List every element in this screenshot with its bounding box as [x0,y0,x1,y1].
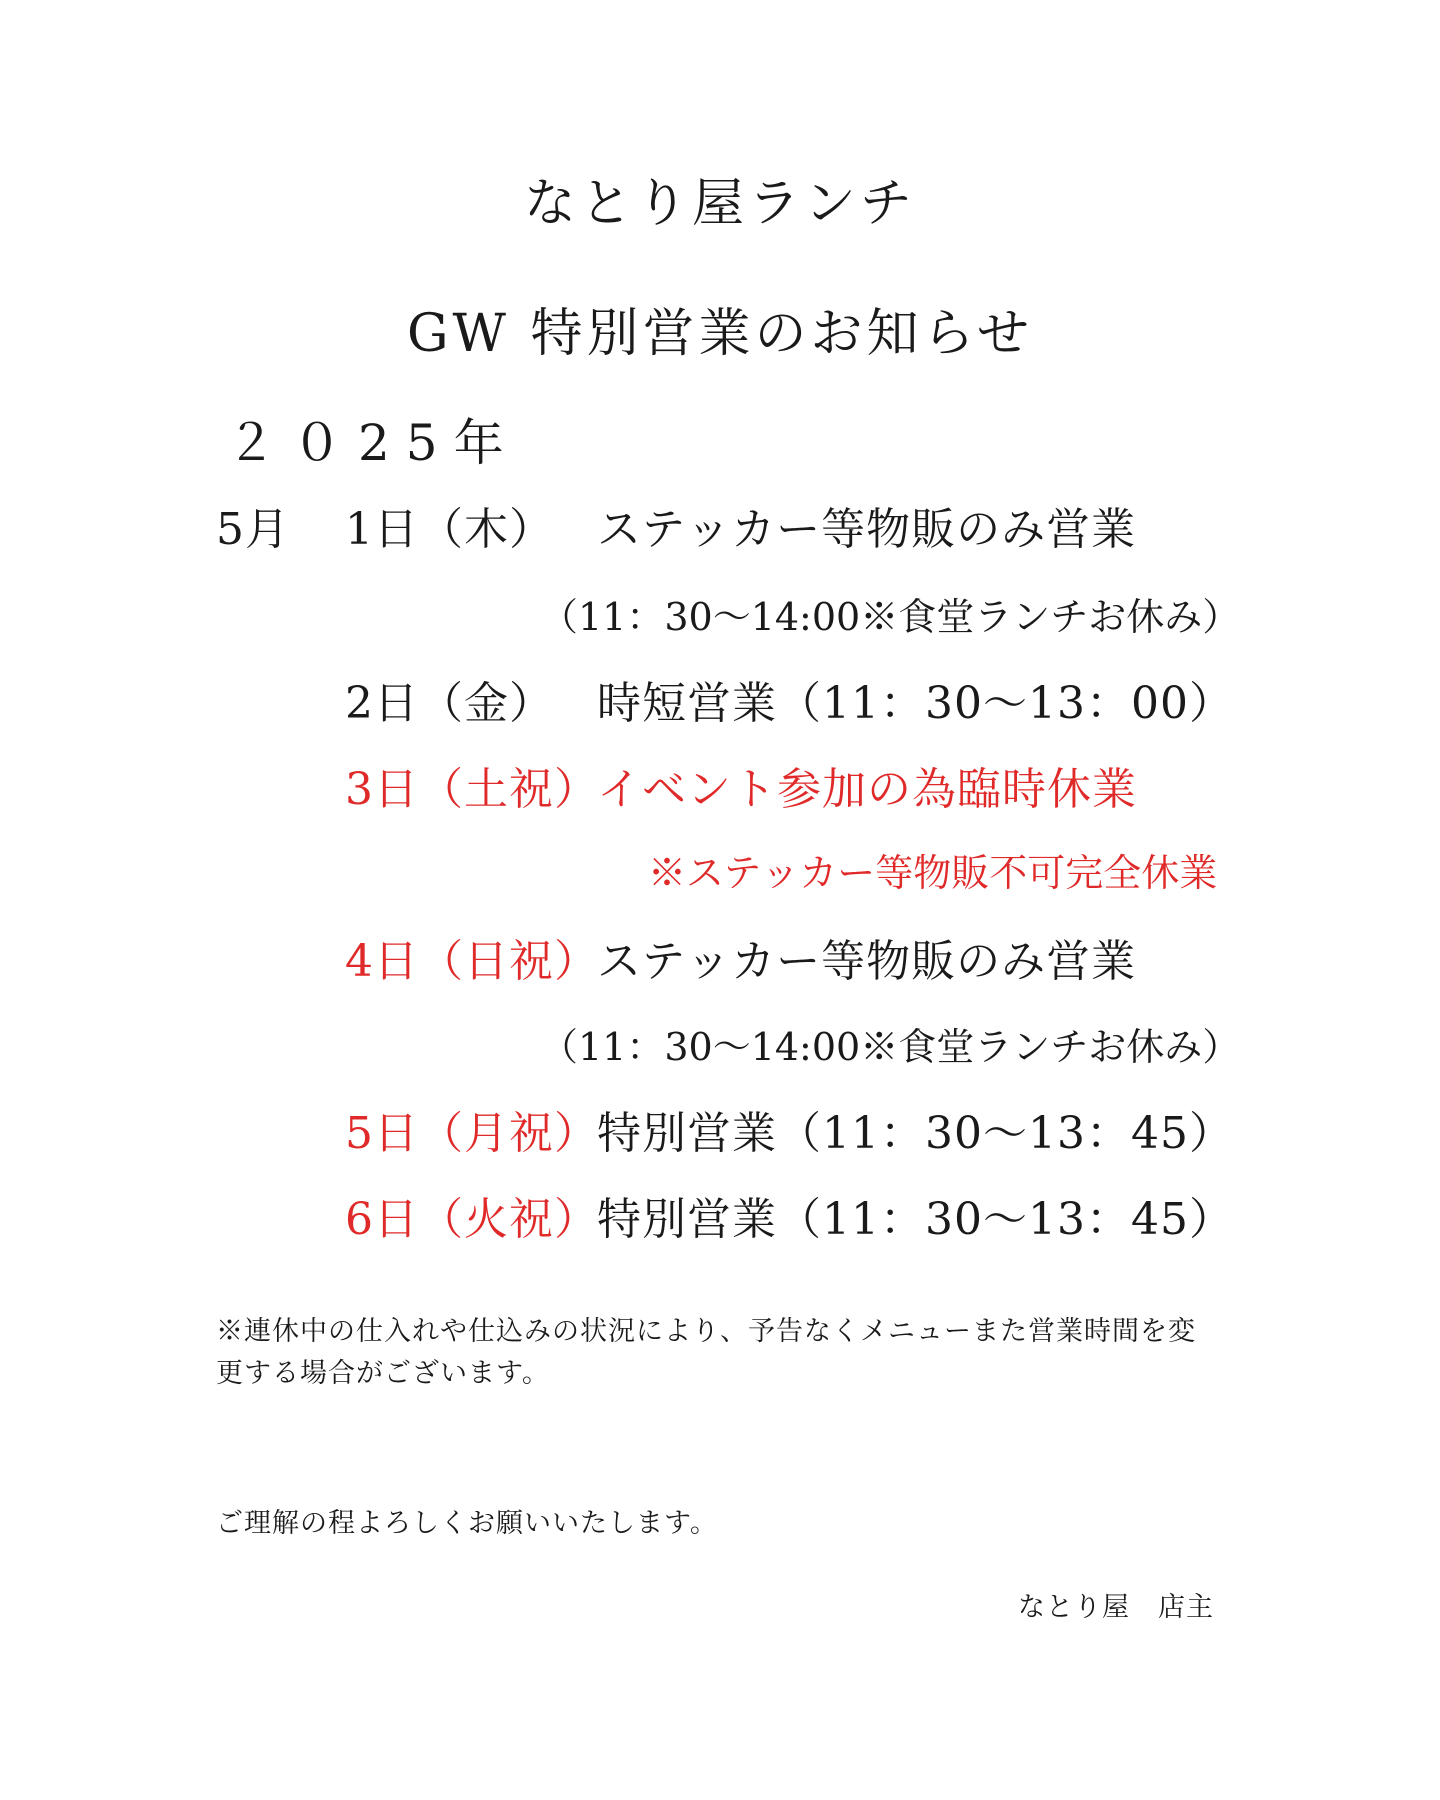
signature: なとり屋 店主 [1018,1592,1214,1623]
day-description-5: 特別営業（11：30〜13：45） [597,1108,1234,1159]
year-label: ２０25年 [226,414,520,472]
day-description-4: ステッカー等物販のみ営業 [597,936,1137,987]
day-label-2: 2日（金） [345,678,554,729]
day-note-4: （11：30〜14:00※食堂ランチお休み） [540,1025,1241,1069]
day-description-2: 時短営業（11：30〜13：00） [597,678,1234,729]
day-label-4: 4日（日祝） [345,936,599,987]
day-note-1: （11：30〜14:00※食堂ランチお休み） [540,595,1241,639]
day-label-5: 5日（月祝） [345,1108,599,1159]
footnote-line-1: ※連休中の仕入れや仕込みの状況により、予告なくメニューまた営業時間を変 [216,1316,1196,1347]
day-description-1: ステッカー等物販のみ営業 [597,504,1137,555]
month-label: 5月 [216,504,290,555]
day-label-6: 6日（火祝） [345,1194,599,1245]
day-label-3: 3日（土祝） [345,764,599,815]
day-description-3: イベント参加の為臨時休業 [597,764,1137,815]
closing-text: ご理解の程よろしくお願いいたします。 [216,1508,718,1539]
day-label-1: 1日（木） [345,504,554,555]
title-line-1: なとり屋ランチ [523,174,916,234]
footnote-line-2: 更する場合がございます。 [216,1358,550,1389]
day-description-6: 特別営業（11：30〜13：45） [597,1194,1234,1245]
day-note-3: ※ステッカー等物販不可完全休業 [648,851,1218,895]
title-line-2: GW 特別営業のお知らせ [407,304,1033,364]
